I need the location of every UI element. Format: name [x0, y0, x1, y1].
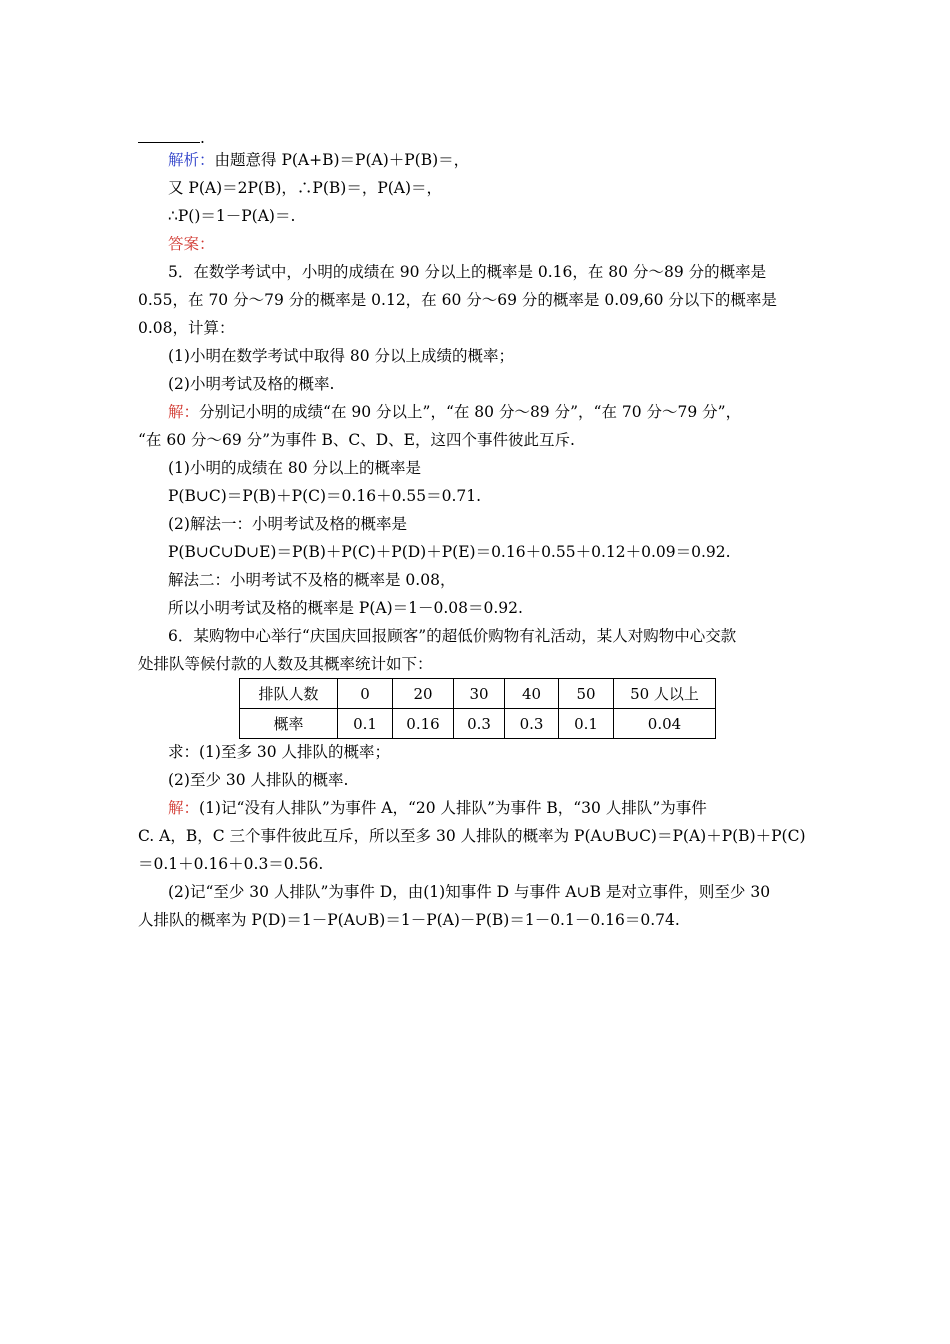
question-line: (2)至少 30 人排队的概率.: [168, 771, 349, 789]
solution-text: 分别记小明的成绩“在 90 分以上”，“在 80 分～89 分”，“在 70 分～79 分”，: [199, 403, 742, 421]
question-line: (2)小明考试及格的概率.: [168, 375, 335, 393]
solution-line: 所以小明考试及格的概率是 P(A)＝1－0.08＝0.92.: [168, 599, 523, 617]
table-cell: 0.1: [338, 709, 393, 739]
solution-line: [168, 401, 741, 423]
blank-period: .: [200, 129, 205, 147]
solution-line: “在 60 分～69 分”为事件 B、C、D、E，这四个事件彼此互斥.: [138, 431, 575, 449]
solution-line: 人排队的概率为 P(D)＝1－P(A∪B)＝1－P(A)－P(B)＝1－0.1－0.16＝0.74.: [138, 911, 680, 929]
table-row: [240, 709, 716, 739]
text-line: ∴P()＝1－P(A)＝.: [168, 207, 296, 225]
table-cell: 50 人以上: [614, 679, 716, 709]
probability-table: [239, 678, 716, 739]
table-row: [240, 679, 716, 709]
problem-6-line: 处排队等候付款的人数及其概率统计如下：: [138, 655, 433, 673]
analysis-text: 由题意得 P(A+B)＝P(A)＋P(B)＝，: [214, 151, 470, 169]
table-cell: 排队人数: [240, 679, 338, 709]
question-line: 求：(1)至多 30 人排队的概率；: [168, 743, 391, 761]
solution-line: C. A，B，C 三个事件彼此互斥，所以至多 30 人排队的概率为 P(A∪B∪C)＝P(A)＋P(B)＋P(C): [138, 827, 806, 845]
solution-text: (1)记“没有人排队”为事件 A，“20 人排队”为事件 B，“30 人排队”为事件: [199, 799, 707, 817]
solution-label: 解：: [168, 403, 200, 421]
solution-line: (1)小明的成绩在 80 分以上的概率是: [168, 459, 422, 477]
table-cell: 30: [454, 679, 505, 709]
solution-line: [168, 797, 707, 819]
analysis-line: [168, 149, 469, 171]
solution-line: (2)解法一：小明考试及格的概率是: [168, 515, 407, 533]
solution-line: P(B∪C∪D∪E)＝P(B)＋P(C)＋P(D)＋P(E)＝0.16＋0.55＋0.12＋0.09＝0.92.: [168, 543, 731, 561]
solution-line: ＝0.1＋0.16＋0.3＝0.56.: [138, 855, 324, 873]
solution-line: (2)记“至少 30 人排队”为事件 D，由(1)知事件 D 与事件 A∪B 是对立事件，则至少 30: [168, 883, 771, 901]
table-cell: 0.3: [454, 709, 505, 739]
text-line: 又 P(A)＝2P(B)，∴P(B)＝，P(A)＝，: [168, 179, 443, 197]
table-cell: 概率: [240, 709, 338, 739]
answer-blank-line: [138, 127, 205, 149]
blank: [138, 127, 200, 143]
table-cell: 0: [338, 679, 393, 709]
table-cell: 0.04: [614, 709, 716, 739]
table-cell: 50: [559, 679, 614, 709]
problem-5-line: 0.08，计算：: [138, 319, 235, 337]
question-line: (1)小明在数学考试中取得 80 分以上成绩的概率；: [168, 347, 515, 365]
table-cell: 40: [505, 679, 559, 709]
table-cell: 0.16: [393, 709, 454, 739]
answer-label: 答案：: [168, 235, 215, 253]
analysis-label: 解析：: [168, 151, 215, 169]
table-cell: 0.3: [505, 709, 559, 739]
table-cell: 20: [393, 679, 454, 709]
problem-5-line: 0.55，在 70 分～79 分的概率是 0.12，在 60 分～69 分的概率是 0.09,60 分以下的概率是: [138, 291, 777, 309]
table-cell: 0.1: [559, 709, 614, 739]
solution-label: 解：: [168, 799, 200, 817]
solution-line: P(B∪C)＝P(B)＋P(C)＝0.16＋0.55＝0.71.: [168, 487, 482, 505]
solution-line: 解法二：小明考试不及格的概率是 0.08，: [168, 571, 456, 589]
problem-6-line: 6．某购物中心举行“庆国庆回报顾客”的超低价购物有礼活动，某人对购物中心交款: [168, 627, 737, 645]
problem-5-line: 5．在数学考试中，小明的成绩在 90 分以上的概率是 0.16，在 80 分～89 分的概率是: [168, 263, 767, 281]
